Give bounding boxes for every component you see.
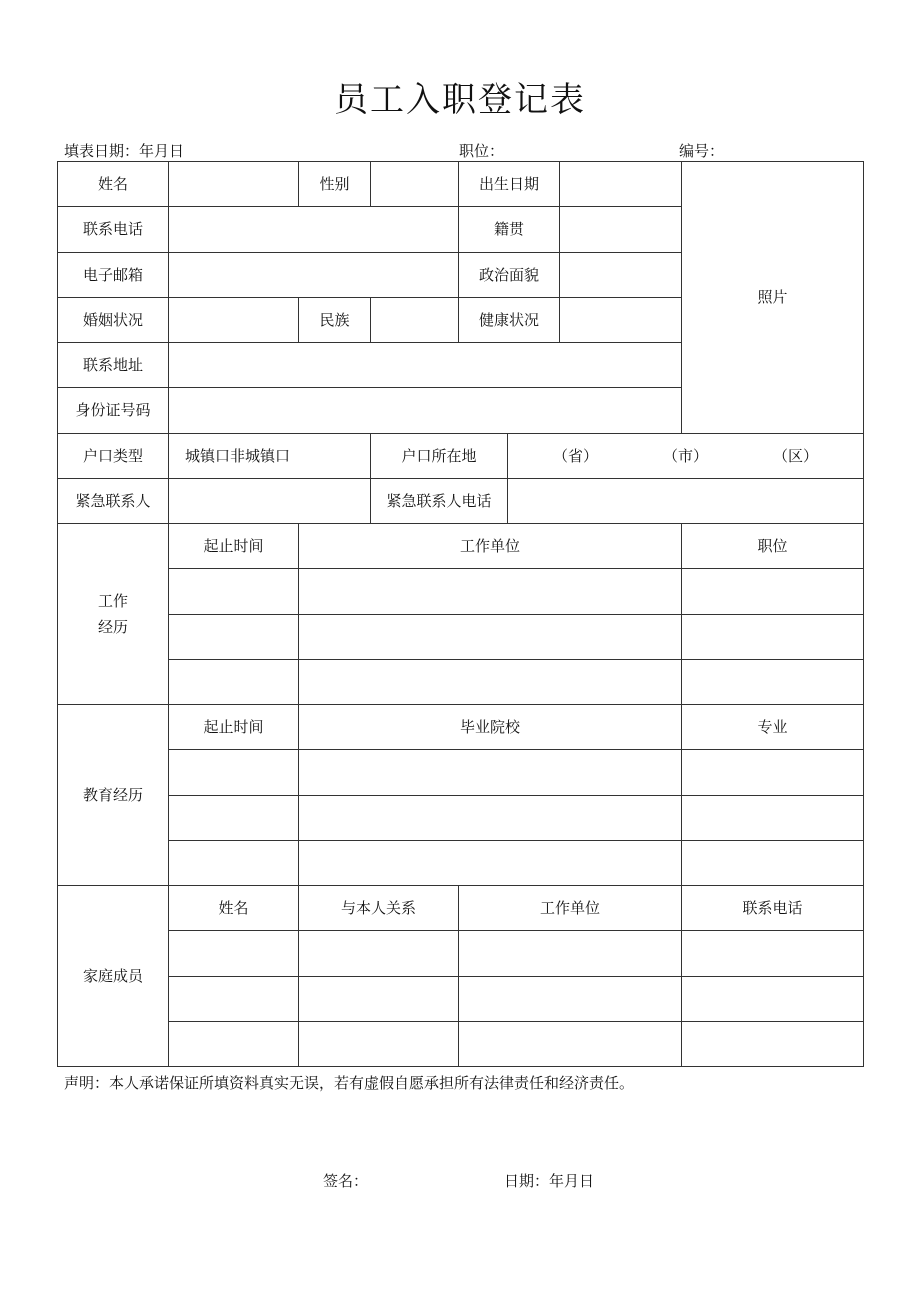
edu-school-cell[interactable] [299,750,682,795]
family-phone-cell[interactable] [682,1021,864,1066]
family-row [58,931,864,976]
edu-major-cell[interactable] [682,840,864,885]
family-phone-cell[interactable] [682,976,864,1021]
ethnicity-label: 民族 [299,297,371,342]
hukou-type-options[interactable]: 城镇口非城镇口 [169,433,371,478]
work-position-cell[interactable] [682,659,864,704]
hukou-location-label: 户口所在地 [371,433,508,478]
work-header-position: 职位 [682,524,864,569]
ethnicity-field[interactable] [371,297,459,342]
work-row [58,659,864,704]
native-place-field[interactable] [560,207,682,252]
hukou-type-label: 户口类型 [58,433,169,478]
work-header-company: 工作单位 [299,524,682,569]
hukou-location-field[interactable] [508,433,864,478]
education-row [58,750,864,795]
name-field[interactable] [169,162,299,207]
marital-status-field[interactable] [169,297,299,342]
gender-label: 性别 [299,162,371,207]
district-label: （区） [772,446,818,465]
birth-date-field[interactable] [560,162,682,207]
education-row [58,840,864,885]
registration-table [57,161,864,1067]
family-name-cell[interactable] [169,931,299,976]
id-number-field[interactable] [169,388,682,433]
health-label: 健康状况 [459,297,560,342]
family-company-cell[interactable] [459,1021,682,1066]
education-row [58,795,864,840]
gender-field[interactable] [371,162,459,207]
work-period-cell[interactable] [169,569,299,614]
declaration-text: 声明：本人承诺保证所填资料真实无误，若有虚假自愿承担所有法律责任和经济责任。 [64,1074,635,1092]
emergency-phone-label: 紧急联系人电话 [371,478,508,523]
photo-label: 照片 [757,288,788,307]
work-company-cell[interactable] [299,659,682,704]
family-name-cell[interactable] [169,1021,299,1066]
family-relation-cell[interactable] [299,976,459,1021]
address-label: 联系地址 [58,343,169,388]
work-section-label [58,524,169,705]
edu-header-period: 起止时间 [169,705,299,750]
work-position-cell[interactable] [682,614,864,659]
family-header-name: 姓名 [169,886,299,931]
edu-major-cell[interactable] [682,795,864,840]
edu-period-cell[interactable] [169,795,299,840]
family-company-cell[interactable] [459,931,682,976]
address-field[interactable] [169,343,682,388]
position-label: 职位： [459,142,505,160]
work-company-cell[interactable] [299,569,682,614]
signature-label: 签名： [323,1172,369,1190]
marital-status-label: 婚姻状况 [58,297,169,342]
birth-date-label: 出生日期 [459,162,560,207]
family-header-phone: 联系电话 [682,886,864,931]
work-header-period: 起止时间 [169,524,299,569]
work-section-line1: 工作 [97,592,128,610]
edu-school-cell[interactable] [299,795,682,840]
family-header-company: 工作单位 [459,886,682,931]
family-header-relation: 与本人关系 [299,886,459,931]
city-label: （市） [662,446,708,465]
name-label: 姓名 [58,162,169,207]
family-relation-cell[interactable] [299,931,459,976]
edu-header-school: 毕业院校 [299,705,682,750]
family-row [58,976,864,1021]
family-company-cell[interactable] [459,976,682,1021]
phone-label: 联系电话 [58,207,169,252]
email-field[interactable] [169,252,459,297]
work-row [58,614,864,659]
emergency-contact-label: 紧急联系人 [58,478,169,523]
edu-period-cell[interactable] [169,840,299,885]
photo-box[interactable] [682,162,864,434]
number-label: 编号： [679,142,725,160]
footer-date-label: 日期：年月日 [504,1172,595,1190]
family-name-cell[interactable] [169,976,299,1021]
edu-school-cell[interactable] [299,840,682,885]
form-title: 员工入职登记表 [334,80,586,120]
edu-period-cell[interactable] [169,750,299,795]
political-status-field[interactable] [560,252,682,297]
health-field[interactable] [560,297,682,342]
emergency-phone-field[interactable] [508,478,864,523]
emergency-contact-field[interactable] [169,478,371,523]
fill-date-label: 填表日期：年月日 [64,142,185,160]
work-period-cell[interactable] [169,659,299,704]
work-period-cell[interactable] [169,614,299,659]
family-section-label: 家庭成员 [58,886,169,1067]
work-position-cell[interactable] [682,569,864,614]
education-section-label: 教育经历 [58,705,169,886]
edu-major-cell[interactable] [682,750,864,795]
family-relation-cell[interactable] [299,1021,459,1066]
family-row [58,1021,864,1066]
work-row [58,569,864,614]
work-company-cell[interactable] [299,614,682,659]
id-number-label: 身份证号码 [58,388,169,433]
phone-field[interactable] [169,207,459,252]
email-label: 电子邮箱 [58,252,169,297]
political-status-label: 政治面貌 [459,252,560,297]
family-phone-cell[interactable] [682,931,864,976]
province-label: （省） [552,446,598,465]
edu-header-major: 专业 [682,705,864,750]
native-place-label: 籍贯 [459,207,560,252]
work-section-line2: 经历 [97,618,128,636]
